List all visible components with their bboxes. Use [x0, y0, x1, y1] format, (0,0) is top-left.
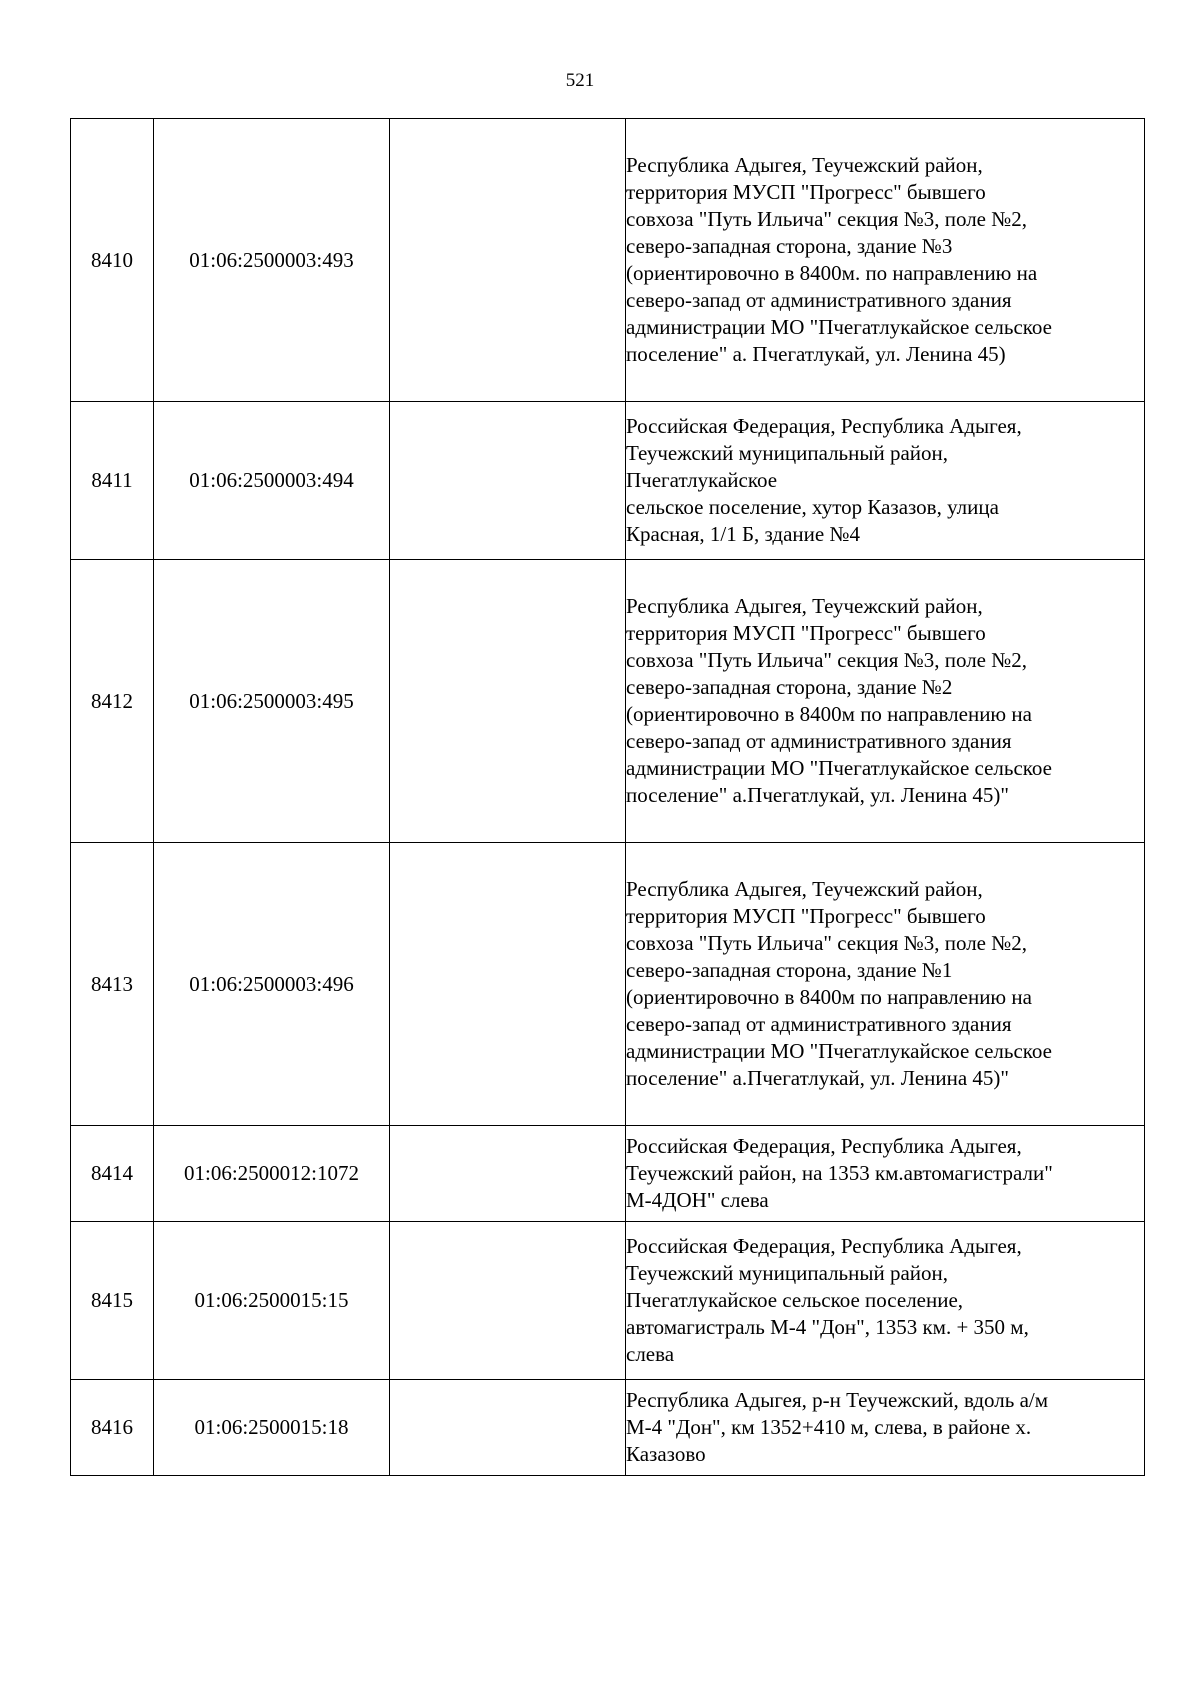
address-line: Пчегатлукайское сельское поселение, — [626, 1288, 964, 1312]
address-line: сельское поселение, хутор Казазов, улица — [626, 495, 999, 519]
row-number: 8415 — [71, 1222, 154, 1380]
address-line: северо-западная сторона, здание №1 — [626, 958, 953, 982]
address-line: (ориентировочно в 8400м по направлению на — [626, 702, 1032, 726]
table-row — [71, 560, 1145, 843]
address-line: северо-запад от административного здания — [626, 288, 1012, 312]
address-line: Казазово — [626, 1442, 706, 1466]
address-line: территория МУСП "Прогресс" бывшего — [626, 621, 986, 645]
address-cell — [626, 1380, 1145, 1476]
empty-cell — [390, 1380, 626, 1476]
address-line: автомагистраль М-4 "Дон", 1353 км. + 350 м, — [626, 1315, 1029, 1339]
address-cell — [626, 560, 1145, 843]
table-row — [71, 1126, 1145, 1222]
address-line: Теучежский район, на 1353 км.автомагистрали" — [626, 1161, 1053, 1185]
address-line: северо-западная сторона, здание №3 — [626, 234, 953, 258]
cadastral-number: 01:06:2500012:1072 — [154, 1126, 390, 1222]
address-line: поселение" а.Пчегатлукай, ул. Ленина 45)" — [626, 783, 1009, 807]
address-line: М-4ДОН" слева — [626, 1188, 769, 1212]
row-number: 8411 — [71, 402, 154, 560]
cadastral-number: 01:06:2500003:496 — [154, 843, 390, 1126]
table-row — [71, 119, 1145, 402]
address-line: М-4 "Дон", км 1352+410 м, слева, в районе х. — [626, 1415, 1032, 1439]
address-line: администрации МО "Пчегатлукайское сельское — [626, 1039, 1052, 1063]
registry-table — [70, 118, 1145, 1476]
address-line: поселение" а. Пчегатлукай, ул. Ленина 45) — [626, 342, 1006, 366]
row-number: 8410 — [71, 119, 154, 402]
row-number: 8413 — [71, 843, 154, 1126]
address-line: слева — [626, 1342, 675, 1366]
row-number: 8414 — [71, 1126, 154, 1222]
empty-cell — [390, 1126, 626, 1222]
address-line: администрации МО "Пчегатлукайское сельское — [626, 756, 1052, 780]
address-line: совхоза "Путь Ильича" секция №3, поле №2, — [626, 207, 1028, 231]
table-row — [71, 1222, 1145, 1380]
address-line: Теучежский муниципальный район, — [626, 441, 949, 465]
address-cell — [626, 1222, 1145, 1380]
address-line: территория МУСП "Прогресс" бывшего — [626, 904, 986, 928]
address-line: Республика Адыгея, Теучежский район, — [626, 594, 983, 618]
address-line: совхоза "Путь Ильича" секция №3, поле №2, — [626, 931, 1028, 955]
address-line: Российская Федерация, Республика Адыгея, — [626, 1234, 1022, 1258]
address-cell — [626, 402, 1145, 560]
cadastral-number: 01:06:2500015:15 — [154, 1222, 390, 1380]
empty-cell — [390, 1222, 626, 1380]
table-row — [71, 843, 1145, 1126]
address-cell — [626, 119, 1145, 402]
address-line: Республика Адыгея, Теучежский район, — [626, 877, 983, 901]
address-line: северо-запад от административного здания — [626, 729, 1012, 753]
address-cell — [626, 1126, 1145, 1222]
empty-cell — [390, 119, 626, 402]
cadastral-number: 01:06:2500015:18 — [154, 1380, 390, 1476]
table-row — [71, 1380, 1145, 1476]
empty-cell — [390, 402, 626, 560]
address-line: территория МУСП "Прогресс" бывшего — [626, 180, 986, 204]
address-line: (ориентировочно в 8400м. по направлению на — [626, 261, 1038, 285]
row-number: 8412 — [71, 560, 154, 843]
address-line: Российская Федерация, Республика Адыгея, — [626, 1134, 1022, 1158]
table-row — [71, 402, 1145, 560]
row-number: 8416 — [71, 1380, 154, 1476]
cadastral-number: 01:06:2500003:493 — [154, 119, 390, 402]
address-line: совхоза "Путь Ильича" секция №3, поле №2, — [626, 648, 1028, 672]
address-line: Теучежский муниципальный район, — [626, 1261, 949, 1285]
address-line: Республика Адыгея, Теучежский район, — [626, 153, 983, 177]
address-line: Красная, 1/1 Б, здание №4 — [626, 522, 861, 546]
cadastral-number: 01:06:2500003:494 — [154, 402, 390, 560]
address-line: (ориентировочно в 8400м по направлению на — [626, 985, 1032, 1009]
address-line: Республика Адыгея, р-н Теучежский, вдоль а/м — [626, 1388, 1049, 1412]
address-line: администрации МО "Пчегатлукайское сельское — [626, 315, 1052, 339]
cadastral-number: 01:06:2500003:495 — [154, 560, 390, 843]
empty-cell — [390, 560, 626, 843]
address-line: северо-запад от административного здания — [626, 1012, 1012, 1036]
address-cell — [626, 843, 1145, 1126]
page-number: 521 — [565, 70, 595, 91]
address-line: Пчегатлукайское — [626, 468, 778, 492]
address-line: северо-западная сторона, здание №2 — [626, 675, 953, 699]
empty-cell — [390, 843, 626, 1126]
address-line: Российская Федерация, Республика Адыгея, — [626, 414, 1022, 438]
address-line: поселение" а.Пчегатлукай, ул. Ленина 45)" — [626, 1066, 1009, 1090]
